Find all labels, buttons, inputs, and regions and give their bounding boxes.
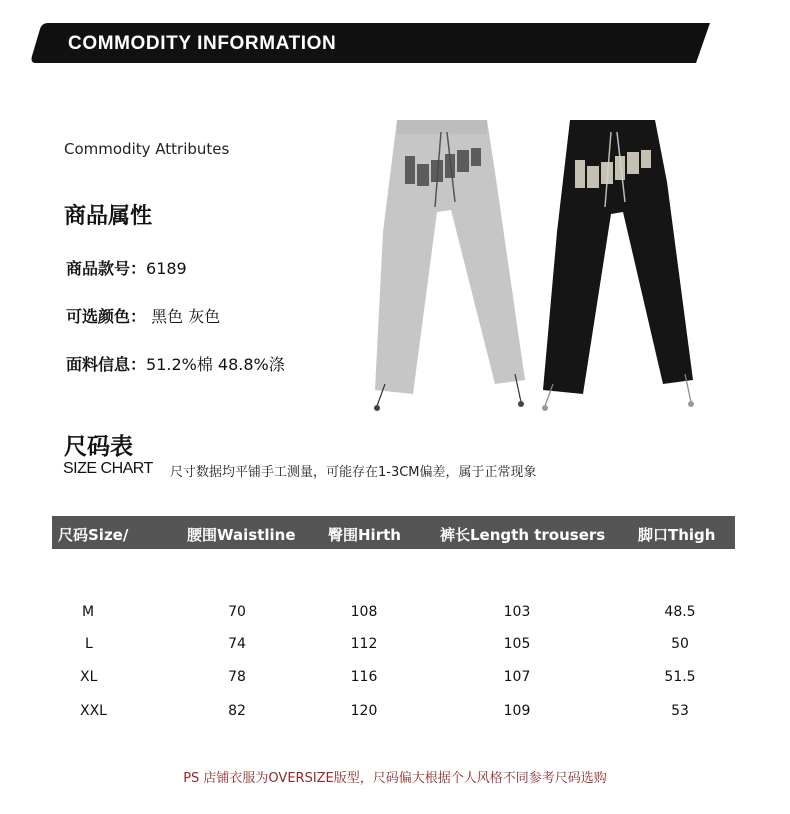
table-cell-size: M xyxy=(82,604,95,620)
table-row xyxy=(0,636,790,656)
banner-title: COMMODITY INFORMATION xyxy=(68,33,337,54)
attribute-value: 51.2%棉 48.8%涤 xyxy=(146,355,285,374)
table-cell: 48.5 xyxy=(664,604,696,620)
attribute-value: 黑色 灰色 xyxy=(146,307,221,326)
table-cell: 103 xyxy=(503,604,531,620)
attribute-row-style-number xyxy=(66,256,187,279)
attribute-key: 面料信息： xyxy=(66,355,147,374)
table-cell: 109 xyxy=(503,703,531,719)
footer-note: PS 店铺衣服为OVERSIZE版型，尺码偏大根据个人风格不同参考尺码选购 xyxy=(183,771,607,786)
table-cell-size: L xyxy=(85,636,93,652)
attribute-row-fabric xyxy=(66,352,285,375)
table-cell: 70 xyxy=(228,604,246,620)
black-pants xyxy=(542,120,694,411)
table-row xyxy=(0,703,790,723)
attribute-row-colors xyxy=(66,304,220,327)
table-cell: 112 xyxy=(350,636,378,652)
section-banner xyxy=(30,23,710,63)
attributes-title-en: Commodity Attributes xyxy=(64,140,230,158)
size-chart-title-en: SIZE CHART xyxy=(63,460,153,477)
grey-pants xyxy=(374,120,525,411)
table-cell: 50 xyxy=(671,636,689,652)
table-cell: 120 xyxy=(350,703,378,719)
header-hip: 臀围Hirth xyxy=(328,526,401,544)
table-cell: 51.5 xyxy=(664,669,696,685)
table-row xyxy=(0,669,790,689)
attribute-value: 6189 xyxy=(146,259,187,278)
table-cell: 82 xyxy=(228,703,246,719)
header-length: 裤长Length trousers xyxy=(440,526,606,544)
attribute-key: 可选颜色： xyxy=(66,307,147,326)
table-cell: 108 xyxy=(350,604,378,620)
table-cell-size: XL xyxy=(80,669,98,685)
header-size: 尺码Size/ xyxy=(58,526,129,544)
product-image-pants xyxy=(355,112,705,417)
table-cell: 107 xyxy=(503,669,531,685)
table-cell: 53 xyxy=(671,703,689,719)
size-table-header xyxy=(52,516,735,549)
table-cell-size: XXL xyxy=(80,703,107,719)
attributes-title-cn: 商品属性 xyxy=(64,204,153,229)
table-cell: 74 xyxy=(228,636,246,652)
size-chart-title-cn: 尺码表 xyxy=(64,434,133,460)
header-thigh: 脚口Thigh xyxy=(638,526,716,544)
size-chart-note: 尺寸数据均平铺手工测量，可能存在1-3CM偏差，属于正常现象 xyxy=(170,465,537,480)
header-waistline: 腰围Waistline xyxy=(187,526,296,544)
table-cell: 78 xyxy=(228,669,246,685)
table-cell: 116 xyxy=(350,669,378,685)
attribute-key: 商品款号： xyxy=(66,259,147,278)
table-row xyxy=(0,604,790,624)
table-cell: 105 xyxy=(503,636,531,652)
